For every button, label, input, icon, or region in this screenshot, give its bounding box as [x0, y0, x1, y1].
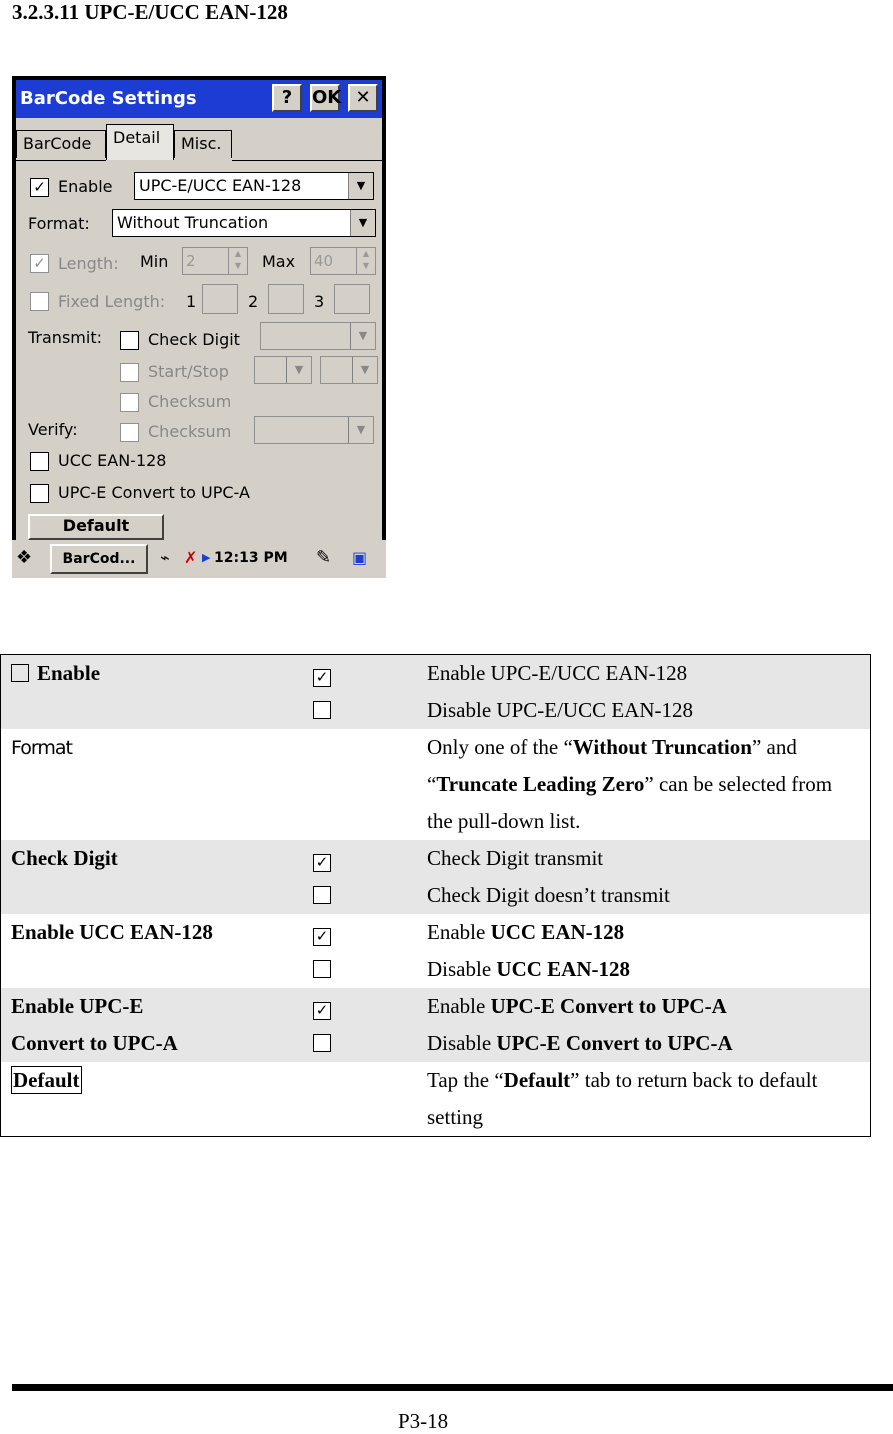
- upce-convert-label: UPC-E Convert to UPC-A: [58, 483, 250, 502]
- row-label: Enable UCC EAN-128: [11, 920, 213, 944]
- check-digit-dropdown[interactable]: [260, 322, 376, 350]
- unchecked-box-icon: [313, 1034, 331, 1052]
- windows-start-icon[interactable]: ❖: [16, 547, 33, 568]
- row-icons: [273, 988, 417, 1062]
- ucc-ean-128-checkbox[interactable]: [30, 452, 49, 471]
- row-icons: [273, 1062, 417, 1137]
- checksum-checkbox[interactable]: [120, 393, 139, 412]
- verify-checksum-checkbox[interactable]: [120, 423, 139, 442]
- desc-bold: Truncate Leading Zero: [436, 772, 645, 796]
- start-dropdown[interactable]: [254, 356, 312, 384]
- arrow-right-icon[interactable]: ▶: [202, 551, 211, 564]
- fixed-num-1: 1: [186, 292, 197, 311]
- check-digit-on-desc: Check Digit transmit: [427, 846, 604, 870]
- tab-divider: [232, 160, 382, 161]
- barcode-settings-window: [16, 80, 382, 540]
- desc-text: ” can be selected from the pull-down list.: [427, 772, 833, 833]
- default-button[interactable]: Default: [28, 514, 164, 540]
- row-label: [1, 988, 274, 1062]
- enable-checkbox[interactable]: ✓: [30, 178, 49, 197]
- default-row-label: Default: [13, 1068, 80, 1092]
- help-button[interactable]: ?: [272, 84, 302, 112]
- max-spinner[interactable]: [310, 247, 376, 275]
- section-title: 3.2.3.11 UPC-E/UCC EAN-128: [12, 0, 288, 24]
- settings-table: [0, 654, 871, 1137]
- page-number: P3-18: [398, 1409, 449, 1433]
- check-digit-label: Check Digit: [148, 330, 240, 349]
- row-description: [417, 1062, 871, 1137]
- desc-bold: UPC-E Convert to UPC-A: [496, 1031, 733, 1055]
- tab-bar: [16, 124, 382, 164]
- taskbar: [12, 540, 386, 578]
- ok-button[interactable]: OK: [310, 84, 340, 112]
- desc-text: Disable: [427, 957, 497, 981]
- fixed-length-1-input[interactable]: [202, 284, 238, 314]
- row-label: Check Digit: [1, 840, 274, 914]
- checksum-label: Checksum: [148, 392, 232, 411]
- row-description: [417, 840, 871, 914]
- start-stop-checkbox[interactable]: [120, 363, 139, 382]
- min-spinner[interactable]: [182, 247, 248, 275]
- fixed-num-3: 3: [314, 292, 325, 311]
- checked-box-icon: ✓: [313, 854, 331, 872]
- format-value: Without Truncation: [117, 213, 269, 232]
- check-digit-checkbox[interactable]: [120, 331, 139, 350]
- row-label: [1, 1062, 274, 1137]
- close-button[interactable]: ✕: [348, 84, 378, 112]
- desc-text: Enable: [427, 994, 491, 1018]
- row-icons: [273, 914, 417, 988]
- chevron-down-icon[interactable]: ▼: [348, 417, 373, 443]
- row-description: [417, 914, 871, 988]
- desc-bold: Default: [503, 1068, 571, 1092]
- unchecked-box-icon: [11, 664, 29, 682]
- tab-divider: [16, 160, 106, 161]
- upce-row-label-2: Convert to UPC-A: [11, 1031, 178, 1055]
- length-checkbox[interactable]: ✓: [30, 254, 49, 273]
- transmit-label: Transmit:: [28, 328, 102, 347]
- format-dropdown[interactable]: [112, 209, 376, 237]
- enable-row-label: Enable: [37, 661, 101, 685]
- upce-row-label-1: Enable UPC-E: [11, 994, 144, 1018]
- spinner-arrows-icon[interactable]: ▲ ▼: [228, 248, 247, 274]
- format-label: Format:: [28, 214, 90, 233]
- enable-on-desc: Enable UPC-E/UCC EAN-128: [427, 661, 688, 685]
- desc-bold: UPC-E Convert to UPC-A: [490, 994, 727, 1018]
- row-icons: [273, 840, 417, 914]
- fixed-length-label: Fixed Length:: [58, 292, 166, 311]
- desc-bold: UCC EAN-128: [490, 920, 625, 944]
- table-row: [1, 988, 871, 1062]
- chevron-down-icon[interactable]: ▼: [352, 357, 377, 383]
- symbology-value: UPC-E/UCC EAN-128: [139, 176, 302, 195]
- window-title: BarCode Settings: [20, 88, 197, 109]
- chevron-down-icon[interactable]: ▼: [350, 323, 375, 349]
- length-label: Length:: [58, 254, 119, 273]
- ucc-ean-128-label: UCC EAN-128: [58, 451, 167, 470]
- checked-box-icon: ✓: [313, 1002, 331, 1020]
- start-stop-label: Start/Stop: [148, 362, 229, 381]
- fixed-length-2-input[interactable]: [268, 284, 304, 314]
- enable-off-desc: Disable UPC-E/UCC EAN-128: [427, 698, 693, 722]
- chevron-down-icon[interactable]: ▼: [286, 357, 311, 383]
- row-label: [1, 655, 274, 730]
- symbology-dropdown[interactable]: [134, 172, 374, 200]
- min-label: Min: [140, 252, 169, 271]
- disconnect-icon[interactable]: ✗: [184, 548, 198, 567]
- unchecked-box-icon: [313, 886, 331, 904]
- row-description: [417, 729, 871, 840]
- enable-label: Enable: [58, 177, 113, 196]
- unchecked-box-icon: [313, 701, 331, 719]
- chevron-down-icon[interactable]: ▼: [348, 173, 373, 199]
- table-row: [1, 655, 871, 730]
- stop-dropdown[interactable]: [320, 356, 378, 384]
- row-description: [417, 655, 871, 730]
- table-row: [1, 1062, 871, 1137]
- verify-checksum-label: Checksum: [148, 422, 232, 441]
- row-label: [1, 729, 274, 840]
- verify-label: Verify:: [28, 420, 78, 439]
- verify-dropdown[interactable]: [254, 416, 374, 444]
- desc-text: Disable: [427, 1031, 497, 1055]
- chevron-down-icon[interactable]: ▼: [350, 210, 375, 236]
- format-row-label: Format: [11, 737, 72, 759]
- checked-box-icon: ✓: [313, 928, 331, 946]
- max-value: 40: [314, 252, 334, 270]
- pen-icon[interactable]: ✎: [316, 547, 332, 568]
- upce-convert-checkbox[interactable]: [30, 484, 49, 503]
- unchecked-box-icon: [313, 960, 331, 978]
- check-digit-off-desc: Check Digit doesn’t transmit: [427, 883, 670, 907]
- taskbar-app-button[interactable]: BarCod...: [50, 544, 148, 574]
- desc-text: ” tab to return back to default setting: [427, 1068, 818, 1129]
- network-icon[interactable]: ⌁: [160, 548, 170, 567]
- checked-box-icon: ✓: [313, 669, 331, 687]
- desc-text: Tap the “: [427, 1068, 504, 1092]
- desc-bold: Without Truncation: [572, 735, 752, 759]
- desc-text: Enable: [427, 920, 491, 944]
- device-screenshot: [12, 76, 386, 578]
- desc-text: ” and “: [427, 735, 797, 796]
- footer-rule: [12, 1384, 893, 1391]
- table-row: [1, 729, 871, 840]
- desc-text: Only one of the “: [427, 735, 573, 759]
- clock[interactable]: 12:13 PM: [214, 550, 288, 566]
- fixed-num-2: 2: [248, 292, 259, 311]
- min-value: 2: [186, 252, 196, 270]
- spinner-arrows-icon[interactable]: ▲ ▼: [356, 248, 375, 274]
- window-titlebar: [16, 80, 382, 118]
- row-icons: [273, 655, 417, 730]
- tab-barcode[interactable]: BarCode: [16, 130, 106, 158]
- windows-switch-icon[interactable]: ▣: [352, 548, 368, 567]
- tab-detail[interactable]: Detail: [106, 124, 174, 160]
- tab-misc[interactable]: Misc.: [174, 130, 232, 158]
- fixed-length-checkbox[interactable]: [30, 292, 49, 311]
- table-row: [1, 840, 871, 914]
- row-description: [417, 988, 871, 1062]
- table-row: [1, 914, 871, 988]
- desc-bold: UCC EAN-128: [496, 957, 630, 981]
- row-icons: [273, 729, 417, 840]
- max-label: Max: [262, 252, 296, 271]
- fixed-length-3-input[interactable]: [334, 284, 370, 314]
